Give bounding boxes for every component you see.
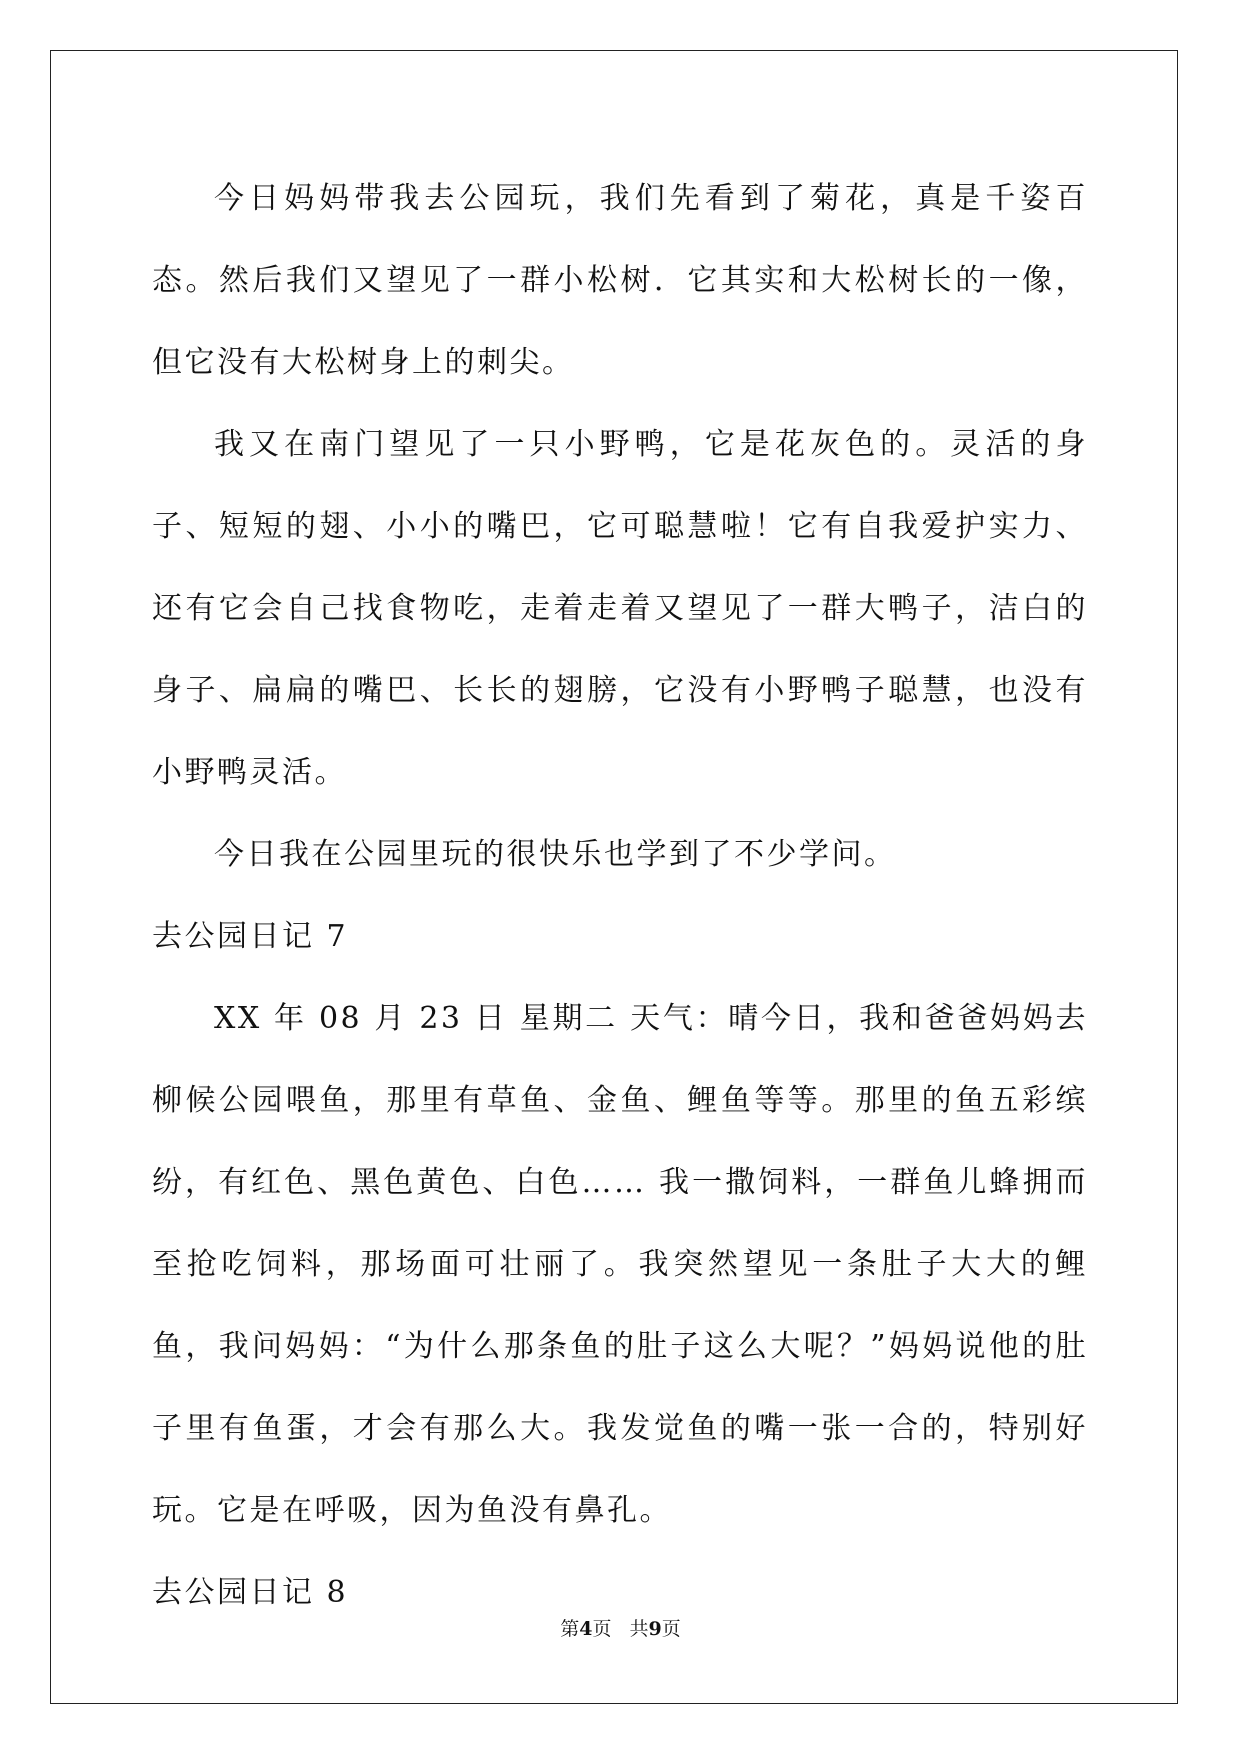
total-page-number: 9 <box>648 1618 662 1640</box>
paragraph: XX 年 08 月 23 日 星期二 天气：晴今日，我和爸爸妈妈去柳候公园喂鱼，那里有草鱼、金鱼、鲤鱼等等。那里的鱼五彩缤纷，有红色、黑色黄色、白色…… 我一撒饲料，一群鱼儿蜂拥而至抢吃饲料，那场面可壮丽了。我突然望见一条肚子大大的鲤鱼，我问妈妈：“为什么那条鱼的肚子这么大呢？”妈妈说他的肚子里有鱼蛋，才会有那么大。我发觉鱼的嘴一张一合的，特别好玩。它是在呼吸，因为鱼没有鼻孔。 <box>152 1001 1088 1528</box>
section-heading: 去公园日记 7 <box>152 919 349 954</box>
paragraph: 今日我在公园里玩的很快乐也学到了不少学问。 <box>214 837 897 872</box>
document-body <box>152 158 1088 1634</box>
current-page-number: 4 <box>579 1618 593 1640</box>
total-suffix: 页 <box>661 1618 681 1640</box>
paragraph: 我又在南门望见了一只小野鸭，它是花灰色的。灵活的身子、短短的翅、小小的嘴巴，它可聪慧啦！它有自我爱护实力、还有它会自己找食物吃，走着走着又望见了一群大鸭子，洁白的身子、扁扁的嘴巴、长长的翅膀，它没有小野鸭子聪慧，也没有小野鸭灵活。 <box>152 427 1088 790</box>
section-heading: 去公园日记 8 <box>152 1575 349 1610</box>
page-suffix: 页 <box>592 1618 612 1640</box>
total-prefix: 共 <box>629 1618 649 1640</box>
page-prefix: 第 <box>560 1618 580 1640</box>
paragraph: 今日妈妈带我去公园玩，我们先看到了菊花，真是千姿百态。然后我们又望见了一群小松树．它其实和大松树长的一像，但它没有大松树身上的刺尖。 <box>152 181 1088 380</box>
page-footer <box>0 1614 1241 1641</box>
